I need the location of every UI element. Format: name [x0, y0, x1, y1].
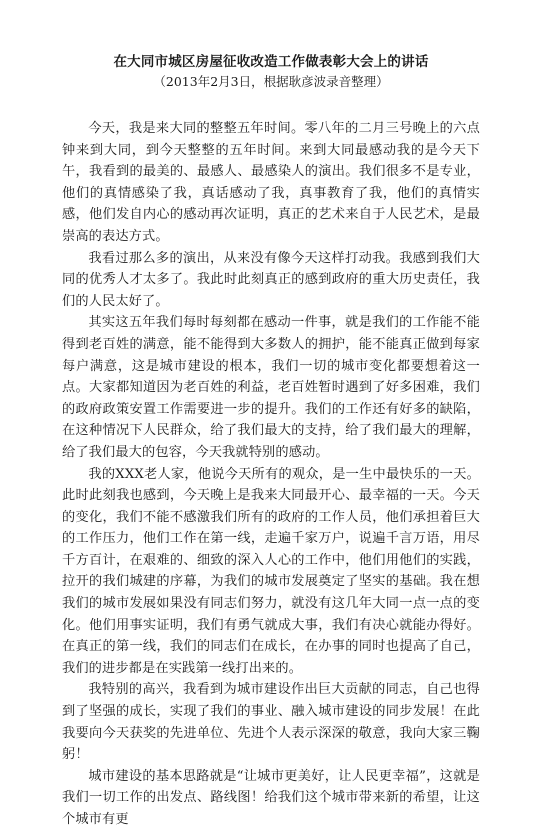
paragraph: 城市建设的基本思路就是“让城市更美好，让人民更幸福”，这就是我们一切工作的出发点、路线图！给我们这个城市带来新的希望，让这个城市有更 — [62, 768, 480, 827]
paragraph: 其实这五年我们每时每刻都在感动一件事，就是我们的工作能不能得到老百姓的满意，能不能得到大多数人的拥护，能不能真正做到每家每户满意，这是城市建设的根本，我们一切的城市变化都要想着这一点。大家都知道因为老百姓的利益，老百姓暂时遇到了好多困难，我们的政府政策安置工作需要进一步的提升。我们的工作还有好多的缺陷，在这种情况下人民群众，给了我们最大的支持，给了我们最大的理解，给了我们最大的包容，今天我就特别的感动。 — [62, 315, 480, 460]
document-subtitle: （2013年2月3日，根据耿彦波录音整理） — [153, 74, 389, 89]
paragraph: 我特别的高兴，我看到为城市建设作出巨大贡献的同志，自己也得到了坚强的成长，实现了我们的事业、融入城市建设的同步发展！在此我要向今天获奖的先进单位、先进个人表示深深的敬意，我向大家三鞠躬！ — [62, 682, 480, 763]
paragraph: 今天，我是来大同的整整五年时间。零八年的二月三号晚上的六点钟来到大同，到今天整整的五年时间。来到大同最感动我的是今天下午，我看到的最美的、最感人、最感染人的演出。我们很多不是专业，他们的真情感染了我，真话感动了我，真事教育了我，他们的真情实感，他们发自内心的感动再次证明，真正的艺术来自于人民艺术，是最崇高的表达方式。 — [62, 121, 480, 244]
paragraph: 我看过那么多的演出，从来没有像今天这样打动我。我感到我们大同的优秀人才太多了。我此时此刻真正的感到政府的重大历史责任，我们的人民太好了。 — [62, 250, 480, 309]
paragraph: 我的XXX老人家，他说今天所有的观众，是一生中最快乐的一天。此时此刻我也感到，今天晚上是我来大同最开心、最幸福的一天。今天的变化，我们不能不感激我们所有的政府的工作人员，他们承担着巨大的工作压力，他们工作在第一线，走遍千家万户，说遍千言万语，用尽千方百计，在艰难的、细致的深入人心的工作中，他们用他们的实践，拉开的我们城建的序幕，为我们的城市发展奠定了坚实的基础。我在想我们的城市发展如果没有同志们努力，就没有这几年大同一点一点的变化。他们用事实证明，我们有勇气就成大事，我们有决心就能办得好。在真正的第一线，我们的同志们在成长，在办事的同时也提高了自己，我们的进步都是在实践第一线打出来的。 — [62, 466, 480, 676]
document-title: 在大同市城区房屋征收改造工作做表彰大会上的讲话 — [113, 54, 429, 70]
